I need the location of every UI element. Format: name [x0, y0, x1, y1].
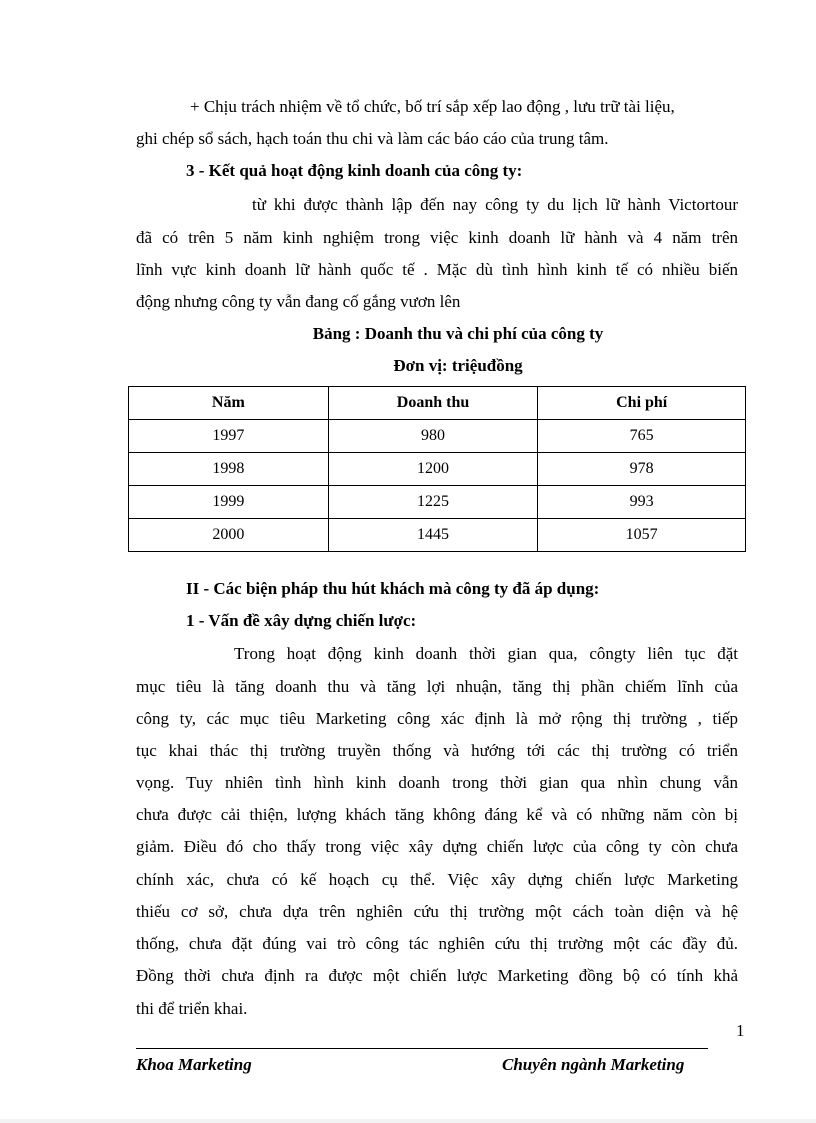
table-cell: 980	[328, 420, 538, 453]
section2-1-para-line-12: thi để triển khai.	[136, 999, 248, 1018]
intro-bullet-line-2: ghi chép sổ sách, hạch toán thu chi và làm các báo cáo của trung tâm.	[136, 129, 609, 148]
table-cell: 2000	[129, 519, 329, 552]
section2-1-para-line-7: giảm. Điều đó cho thấy trong việc xây dựng chiến lược của công ty còn chưa	[136, 837, 738, 856]
table-row	[129, 486, 746, 519]
table-cell: 993	[538, 486, 746, 519]
section2-1-para-line-9: thiếu cơ sở, chưa dựa trên nghiên cứu thị trường một cách toàn diện và hệ	[136, 902, 738, 921]
table-cell: 978	[538, 453, 746, 486]
section2-heading: II - Các biện pháp thu hút khách mà công ty đã áp dụng:	[186, 579, 600, 598]
section3-para-line-1: từ khi được thành lập đến nay công ty du lịch lữ hành Victortour	[252, 195, 738, 214]
section2-1-para-line-11: Đồng thời chưa định ra được một chiến lược Marketing đồng bộ có tính khả	[136, 966, 738, 985]
section3-heading: 3 - Kết quả hoạt động kinh doanh của công ty:	[186, 161, 523, 180]
section2-1-para-line-5: vọng. Tuy nhiên tình hình kinh doanh trong thời gian qua nhìn chung vẫn	[136, 773, 738, 792]
section2-1-para-line-2: mục tiêu là tăng doanh thu và tăng lợi nhuận, tăng thị phần chiếm lĩnh của	[136, 677, 738, 696]
section2-1-para-line-6: chưa được cải thiện, lượng khách tăng không đáng kể và có những năm còn bị	[136, 805, 738, 824]
footer-divider	[136, 1048, 708, 1049]
table-header-cell: Năm	[129, 387, 329, 420]
section2-1-para-line-3: công ty, các mục tiêu Marketing công xác định là mở rộng thị trường , tiếp	[136, 709, 738, 728]
table-cell: 1998	[129, 453, 329, 486]
section2-1-para-line-1: Trong hoạt động kinh doanh thời gian qua, côngty liên tục đặt	[234, 644, 738, 663]
table-cell: 1997	[129, 420, 329, 453]
table-row	[129, 453, 746, 486]
table-cell: 765	[538, 420, 746, 453]
section2-1-heading: 1 - Vấn đề xây dựng chiến lược:	[186, 611, 417, 630]
table-unit: Đơn vị: triệuđồng	[393, 356, 523, 375]
table-row	[129, 420, 746, 453]
table-header-cell: Chi phí	[538, 387, 746, 420]
section3-para-line-2: đã có trên 5 năm kinh nghiệm trong việc kinh doanh lữ hành và 4 năm trên	[136, 228, 738, 247]
table-title: Bảng : Doanh thu và chi phí của công ty	[312, 324, 604, 343]
footer-right: Chuyên ngành Marketing	[502, 1055, 685, 1074]
section2-1-para-line-10: thống, chưa đặt đúng vai trò công tác nghiên cứu thị trường một các đầy đủ.	[136, 934, 738, 953]
table-row	[129, 519, 746, 552]
section3-para-line-4: động nhưng công ty vẫn đang cố gắng vươn lên	[136, 292, 461, 311]
table-header-row	[129, 387, 746, 420]
intro-bullet-line-1: + Chịu trách nhiệm về tổ chức, bố trí sắp xếp lao động , lưu trữ tài liệu,	[190, 97, 675, 116]
page-bottom-edge	[0, 1119, 816, 1123]
table-header-cell: Doanh thu	[328, 387, 538, 420]
table-cell: 1057	[538, 519, 746, 552]
section3-para-line-3: lĩnh vực kinh doanh lữ hành quốc tế . Mặc dù tình hình kinh tế có nhiều biến	[136, 260, 738, 279]
page-number: 1	[736, 1021, 745, 1040]
table-cell: 1200	[328, 453, 538, 486]
footer-left: Khoa Marketing	[136, 1055, 252, 1074]
table-cell: 1225	[328, 486, 538, 519]
table-cell: 1999	[129, 486, 329, 519]
revenue-cost-table	[128, 386, 746, 552]
table-cell: 1445	[328, 519, 538, 552]
section2-1-para-line-4: tục khai thác thị trường truyền thống và hướng tới các thị trường có triển	[136, 741, 738, 760]
section2-1-para-line-8: chính xác, chưa có kế hoạch cụ thể. Việc xây dựng chiến lược Marketing	[136, 870, 738, 889]
